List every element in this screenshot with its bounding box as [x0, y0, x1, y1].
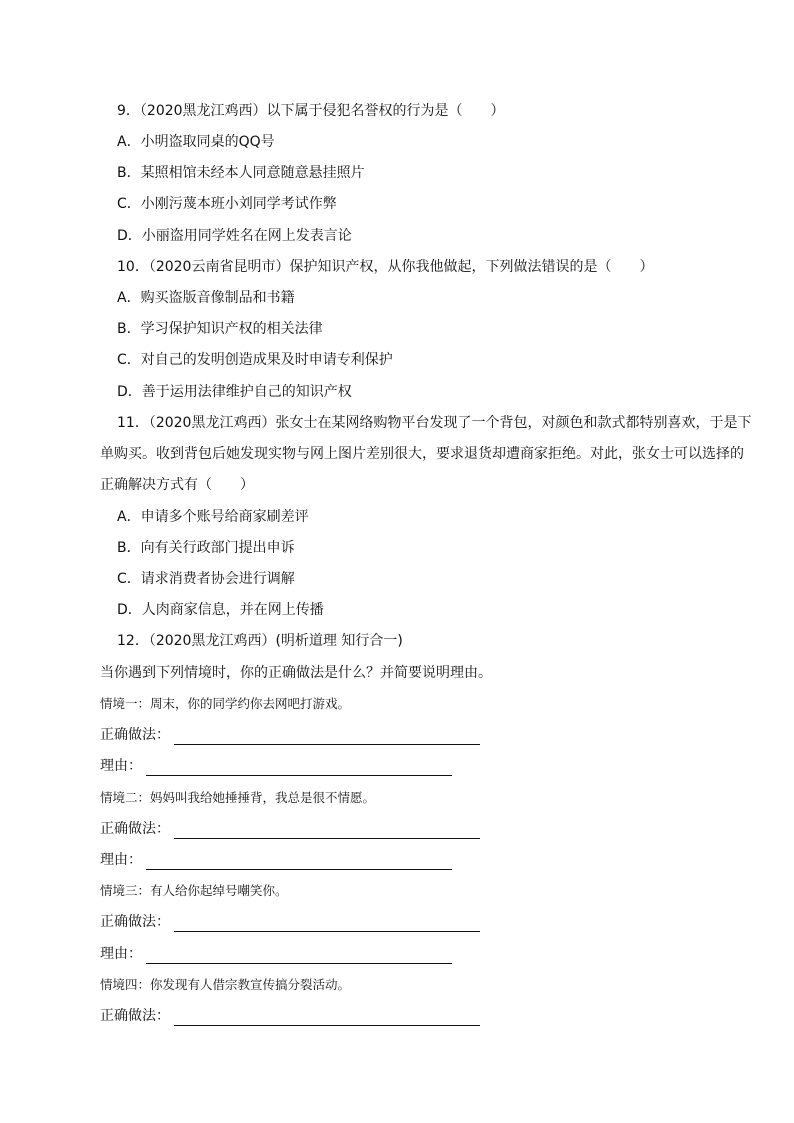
- scenario-2-reason-row: [100, 850, 452, 870]
- reason-label: 理由：: [100, 758, 142, 774]
- question-10-option-c: C．对自己的发明创造成果及时申请专利保护: [117, 352, 393, 368]
- scenario-4-correct-blank[interactable]: [174, 1011, 480, 1026]
- question-10-stem: 10．（2020云南省昆明市）保护知识产权，从你我他做起，下列做法错误的是（ ）: [117, 259, 654, 275]
- scenario-3-answer-row: [100, 912, 480, 932]
- scenario-3-correct-blank[interactable]: [174, 917, 480, 932]
- question-10-option-a: A．购买盗版音像制品和书籍: [117, 290, 295, 306]
- question-11-option-c: C．请求消费者协会进行调解: [117, 571, 295, 587]
- scenario-2-correct-blank[interactable]: [174, 824, 480, 839]
- scenario-2-answer-row: [100, 819, 480, 839]
- question-11-option-a: A．申请多个账号给商家刷差评: [117, 509, 309, 525]
- correct-label: 正确做法：: [100, 727, 170, 743]
- scenario-4-answer-row: [100, 1006, 480, 1026]
- scenario-3-reason-blank[interactable]: [146, 949, 452, 964]
- scenario-2: 情境二：妈妈叫我给她捶捶背，我总是很不情愿。: [100, 790, 376, 805]
- question-9-option-c: C．小刚污蔑本班小刘同学考试作弊: [117, 196, 337, 212]
- question-9-stem: 9．（2020黑龙江鸡西）以下属于侵犯名誉权的行为是（ ）: [117, 103, 505, 119]
- question-9-option-b: B．某照相馆未经本人同意随意悬挂照片: [117, 165, 365, 181]
- correct-label: 正确做法：: [100, 821, 170, 837]
- reason-label: 理由：: [100, 946, 142, 962]
- question-12-stem: 12．（2020黑龙江鸡西）(明析道理 知行合一): [117, 633, 403, 649]
- scenario-1-reason-row: [100, 756, 452, 776]
- question-12-prompt: 当你遇到下列情境时，你的正确做法是什么？并简要说明理由。: [100, 665, 492, 681]
- scenario-2-reason-blank[interactable]: [146, 855, 452, 870]
- scenario-4: 情境四：你发现有人借宗教宣传搞分裂活动。: [100, 977, 351, 992]
- scenario-1-answer-row: [100, 725, 480, 745]
- reason-label: 理由：: [100, 852, 142, 868]
- scenario-3-reason-row: [100, 944, 452, 964]
- question-11-option-d: D．人肉商家信息，并在网上传播: [117, 602, 324, 618]
- scenario-1-reason-blank[interactable]: [146, 761, 452, 776]
- correct-label: 正确做法：: [100, 914, 170, 930]
- question-11-stem-line-1: 11．（2020黑龙江鸡西）张女士在某网络购物平台发现了一个背包，对颜色和款式都特别喜欢，于是下: [117, 415, 752, 431]
- question-11-stem-line-2: 单购买。收到背包后她发现实物与网上图片差别很大，要求退货却遭商家拒绝。对此，张女士可以选择的: [100, 446, 744, 462]
- question-10-option-b: B．学习保护知识产权的相关法律: [117, 321, 323, 337]
- scenario-1-correct-blank[interactable]: [174, 730, 480, 745]
- correct-label: 正确做法：: [100, 1008, 170, 1024]
- scenario-1: 情境一：周末，你的同学约你去网吧打游戏。: [100, 696, 351, 711]
- question-11-option-b: B．向有关行政部门提出申诉: [117, 540, 295, 556]
- question-10-option-d: D．善于运用法律维护自己的知识产权: [117, 384, 352, 400]
- question-9-option-d: D．小丽盗用同学姓名在网上发表言论: [117, 228, 352, 244]
- scenario-3: 情境三：有人给你起绰号嘲笑你。: [100, 883, 288, 898]
- question-9-option-a: A．小明盗取同桌的QQ号: [117, 134, 275, 150]
- question-11-stem-line-3: 正确解决方式有（ ）: [100, 477, 254, 493]
